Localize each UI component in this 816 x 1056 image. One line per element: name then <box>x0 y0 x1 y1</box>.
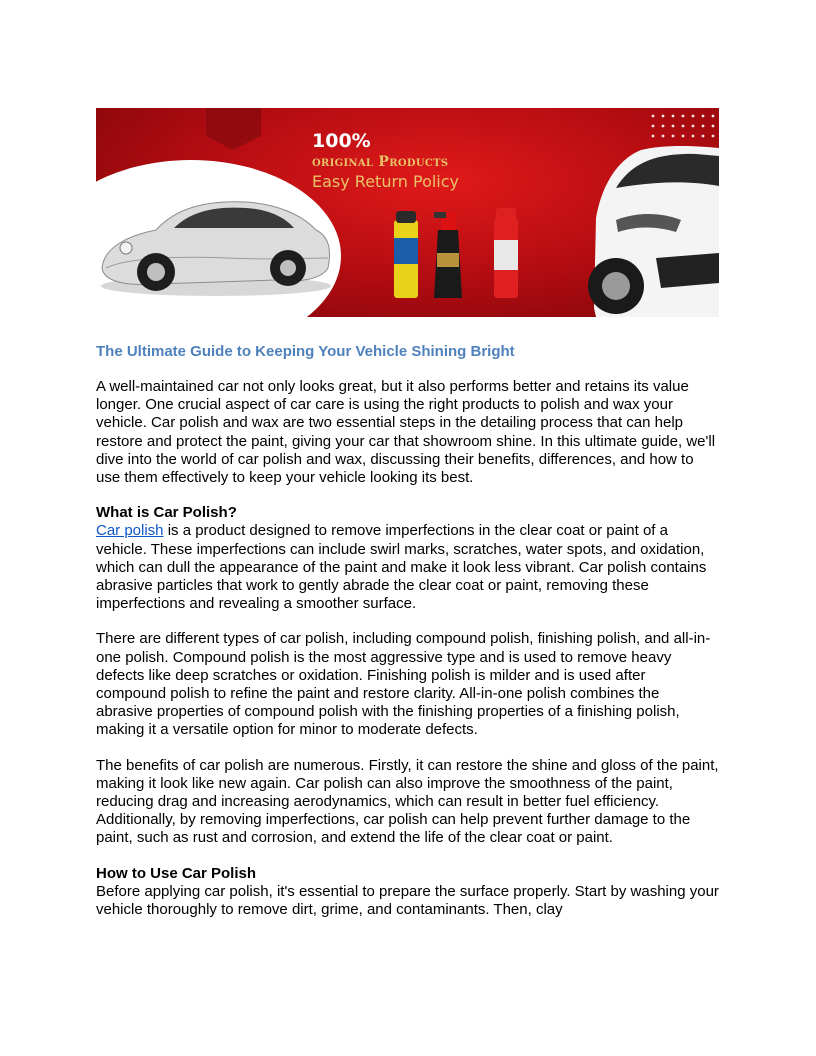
section-heading-what-is-car-polish: What is Car Polish? <box>96 504 237 522</box>
intro-paragraph: A well-maintained car not only looks great, but it also performs better and retains its value longer. One crucial aspect of car care is using the right products to polish and wax your vehicle. Car polish and wax are two essential steps in the detailing process that can help restore and protect the paint, giving your car that showroom shine. In this ultimate guide, we'll dive into the world of car polish and wax, discussing their benefits, differences, and how to use them effectively to keep your vehicle looking its best. <box>96 378 716 487</box>
black-spray-bottle <box>434 212 462 298</box>
document-page <box>96 108 719 919</box>
promo-banner <box>96 108 719 317</box>
section1-paragraph-1-text: is a product designed to remove imperfections in the clear coat or paint of a vehicle. These imperfections can include swirl marks, scratches, water spots, and oxidation, which can dull the appearance of the paint and make it look less vibrant. Car polish contains abrasive particles that work to gently abrade the clear coat or paint, removing these imperfections and revealing a smoother surface. <box>96 522 707 613</box>
red-polish-can <box>494 208 518 298</box>
section1-paragraph-2: There are different types of car polish, including compound polish, finishing polish, and all-in-one polish. Compound polish is the most aggressive type and is used to remove heavy defects like deep scratches or oxidation. Finishing polish is milder and is used after compound polish to refine the paint and restore clarity. All-in-one polish combines the abrasive properties of compound polish with the finishing properties of a finishing polish, making it a versatile option for minor to moderate defects. <box>96 630 711 739</box>
dot-grid <box>652 115 715 138</box>
car-polish-link[interactable]: Car polish <box>96 522 164 540</box>
section1-paragraph-3: The benefits of car polish are numerous. Firstly, it can restore the shine and gloss of the paint, making it look like new again. Car polish can also improve the smoothness of the paint, reducing drag and increasing aerodynamics, which can result in better fuel efficiency. Additionally, by removing imperfections, car polish can help prevent further damage to the paint, such as rust and corrosion, and extend the life of the clear coat or paint. <box>96 756 719 847</box>
banner-tagline: Easy Return Policy <box>312 172 460 191</box>
banner-subtitle: original Products <box>312 154 449 170</box>
section-heading-how-to-use-car-polish: How to Use Car Polish <box>96 864 257 882</box>
modern-car-image <box>588 146 719 317</box>
banner-headline: 100% <box>312 130 371 152</box>
yellow-polish-can <box>394 211 418 298</box>
banner-text <box>312 130 459 192</box>
section2-paragraph-1: Before applying car polish, it's essential to prepare the surface properly. Start by washing your vehicle thoroughly to remove dirt, grime, and contaminants. Then, clay <box>96 882 719 919</box>
section1-paragraph-1 <box>96 522 719 613</box>
article-title: The Ultimate Guide to Keeping Your Vehicle Shining Bright <box>96 343 515 360</box>
product-images <box>394 208 518 298</box>
